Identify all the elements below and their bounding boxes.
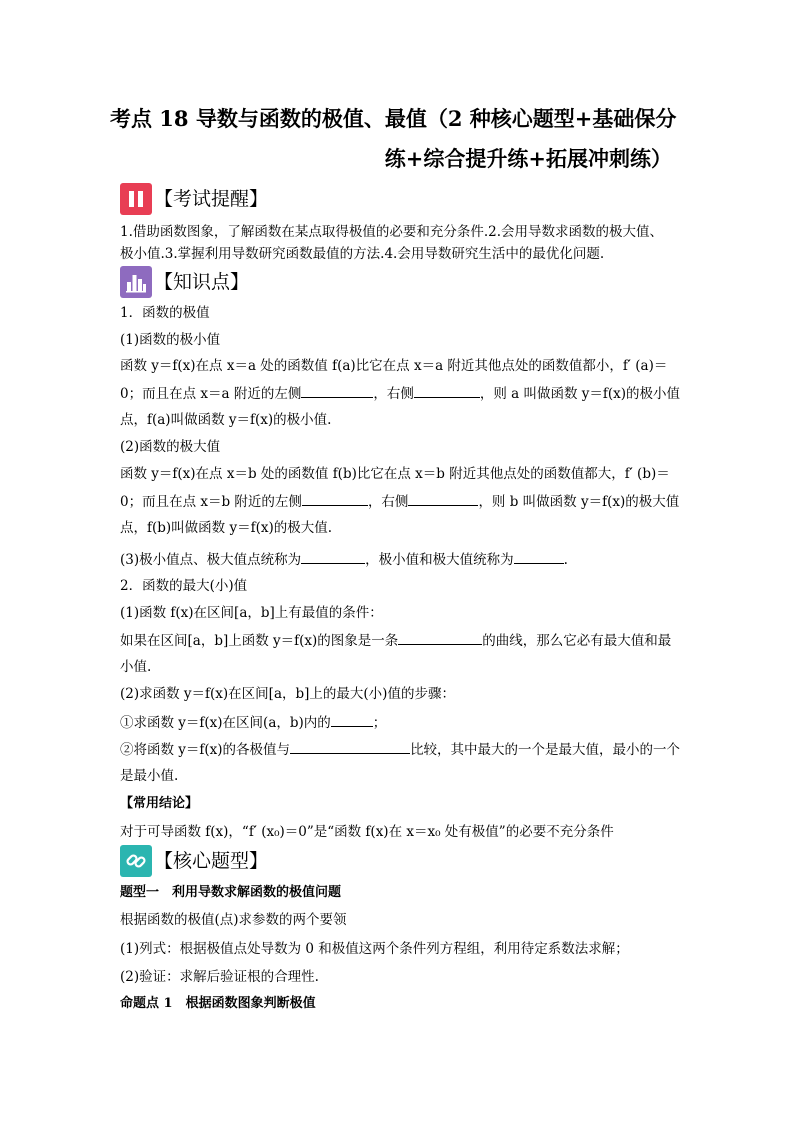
- conclusion-text: 对于可导函数 f(x)，“f′ (x₀)＝0”是“函数 f(x)在 x＝x₀ 处有极值”的必要不充分条件: [120, 824, 614, 840]
- pause-icon: [120, 183, 152, 215]
- kp-condition-line2: 小值.: [120, 659, 152, 675]
- bar-chart-icon: [120, 266, 152, 298]
- fill-blank[interactable]: [414, 383, 480, 398]
- fill-blank[interactable]: [301, 383, 373, 398]
- core-type1-heading: 题型一 利用导数求解函数的极值问题: [120, 885, 342, 900]
- document-title-line1: 考点 18 导数与函数的极值、最值（2 种核心题型+基础保分: [110, 106, 677, 131]
- core-point1-heading: 命题点 1 根据函数图象判断极值: [120, 996, 316, 1011]
- kp-max-line2: 0；而且在点 x＝b 附近的左侧 ，右侧 ，则 b 叫做函数 y＝f(x)的极大值: [120, 491, 679, 512]
- section-label-core: 【核心题型】: [154, 850, 269, 872]
- reminder-text-line1: 1.借助函数图象，了解函数在某点取得极值的必要和充分条件.2.会用导数求函数的极大值、: [120, 224, 664, 240]
- kp-min-line1: 函数 y＝f(x)在点 x＝a 处的函数值 f(a)比它在点 x＝a 附近其他点处的函数值都小，f′ (a)＝: [120, 358, 668, 374]
- kp-subheading-min: (1)函数的极小值: [120, 332, 221, 348]
- kp-heading-1: 1．函数的极值: [120, 305, 210, 321]
- document-title-line2: 练+综合提升练+拓展冲刺练）: [384, 146, 672, 171]
- kp-step-3: 是最小值.: [120, 768, 179, 784]
- kp-subheading-max: (2)函数的极大值: [120, 439, 221, 455]
- kp-extreme-terms: (3)极小值点、极大值点统称为 ，极小值和极大值统称为 .: [120, 549, 568, 570]
- fill-blank[interactable]: [301, 549, 365, 564]
- kp-max-line1: 函数 y＝f(x)在点 x＝b 处的函数值 f(b)比它在点 x＝b 附近其他点处的函数值都大，f′ (b)＝: [120, 466, 670, 482]
- fill-blank[interactable]: [408, 491, 478, 506]
- kp-max-min-condition: (1)函数 f(x)在区间[a，b]上有最值的条件：: [120, 605, 383, 621]
- kp-min-line3: 点，f(a)叫做函数 y＝f(x)的极小值.: [120, 412, 332, 428]
- kp-max-line3: 点，f(b)叫做函数 y＝f(x)的极大值.: [120, 520, 333, 536]
- section-label-knowledge: 【知识点】: [154, 271, 250, 293]
- kp-min-line2: 0；而且在点 x＝a 附近的左侧 ，右侧 ，则 a 叫做函数 y＝f(x)的极小值: [120, 383, 680, 404]
- section-header-core: [120, 844, 268, 878]
- core-steps-title: 根据函数的极值(点)求参数的两个要领: [120, 912, 347, 928]
- kp-condition-line1: 如果在区间[a，b]上函数 y＝f(x)的图象是一条 的曲线，那么它必有最大值和最: [120, 630, 671, 651]
- kp-step-2: ②将函数 y＝f(x)的各极值与 比较，其中最大的一个是最大值，最小的一个: [120, 739, 680, 760]
- section-label-reminder: 【考试提醒】: [154, 188, 269, 210]
- fill-blank[interactable]: [290, 739, 410, 754]
- section-header-knowledge: [120, 265, 249, 299]
- core-step-1: (1)列式：根据极值点处导数为 0 和极值这两个条件列方程组，利用待定系数法求解；: [120, 941, 629, 957]
- fill-blank[interactable]: [331, 712, 373, 727]
- core-step-2: (2)验证：求解后验证根的合理性.: [120, 969, 319, 985]
- kp-step-1: ①求函数 y＝f(x)在区间(a，b)内的 ；: [120, 712, 386, 733]
- kp-steps-heading: (2)求函数 y＝f(x)在区间[a，b]上的最大(小)值的步骤：: [120, 686, 455, 702]
- link-icon: [120, 845, 152, 877]
- fill-blank[interactable]: [398, 630, 482, 645]
- conclusion-label: 【常用结论】: [120, 796, 199, 811]
- kp-heading-2: 2．函数的最大(小)值: [120, 578, 248, 594]
- fill-blank[interactable]: [302, 491, 368, 506]
- fill-blank[interactable]: [514, 549, 564, 564]
- section-header-reminder: [120, 182, 268, 216]
- reminder-text-line2: 极小值.3.掌握利用导数研究函数最值的方法.4.会用导数研究生活中的最优化问题.: [120, 246, 605, 262]
